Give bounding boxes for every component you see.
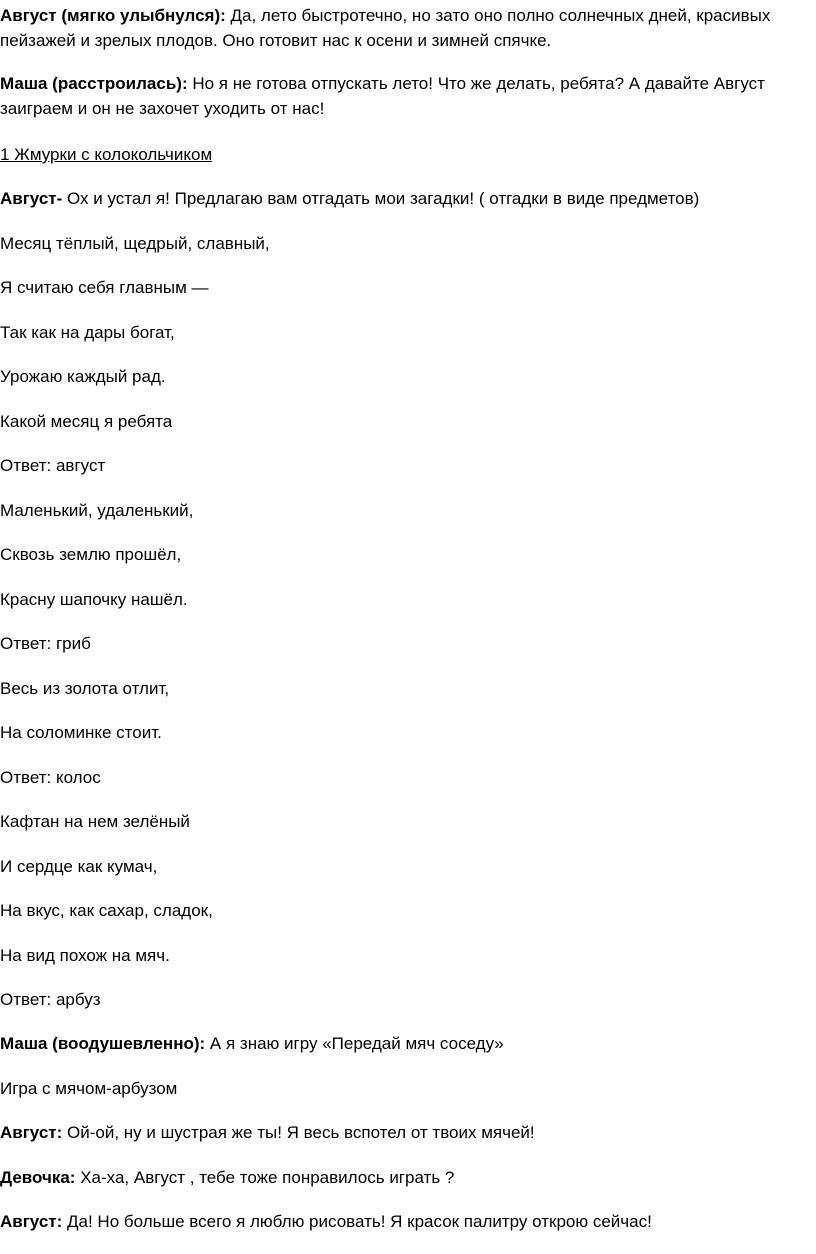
paragraph-text: заиграем и он не захочет уходить от нас!	[0, 99, 325, 118]
paragraph-text: А я знаю игру «Передай мяч соседу»	[205, 1034, 504, 1053]
paragraph-masha-2	[0, 1034, 504, 1054]
riddle-line: Какой месяц я ребята	[0, 412, 173, 431]
paragraph-masha-1-line-1	[0, 74, 765, 94]
speaker-label: Август:	[0, 1123, 63, 1142]
paragraph-text: пейзажей и зрелых плодов. Оно готовит нас к осени и зимней спячке.	[0, 31, 552, 50]
riddle-line: Весь из золота отлит,	[0, 679, 170, 698]
paragraph-text: Ох и устал я! Предлагаю вам отгадать мои загадки! ( отгадки в виде предметов)	[62, 189, 700, 208]
riddle-line: На соломинке стоит.	[0, 723, 162, 742]
paragraph-masha-1-line-2	[0, 99, 324, 119]
riddle-line: Красну шапочку нашёл.	[0, 590, 188, 609]
riddle-line: Маленький, удаленький,	[0, 501, 194, 520]
paragraph-text: Да, лето быстротечно, но зато оно полно солнечных дней, красивых	[225, 6, 771, 25]
riddle-line: И сердце как кумач,	[0, 857, 158, 876]
speaker-label: Август:	[0, 1212, 63, 1231]
paragraph-august-3	[0, 1123, 535, 1143]
speaker-label: Маша (воодушевленно):	[0, 1034, 206, 1053]
riddle-line: Я считаю себя главным —	[0, 278, 209, 297]
riddle-line: Сквозь землю прошёл,	[0, 545, 182, 564]
paragraph-august-1-line-1	[0, 6, 770, 26]
speaker-label: Девочка:	[0, 1168, 76, 1187]
riddle-answer: Ответ: колос	[0, 768, 101, 787]
riddle-line: Кафтан на нем зелёный	[0, 812, 190, 831]
paragraph-august-2	[0, 189, 699, 209]
riddle-line: Месяц тёплый, щедрый, славный,	[0, 234, 270, 253]
paragraph-august-4	[0, 1212, 652, 1232]
paragraph-text: Да! Но больше всего я люблю рисовать! Я красок палитру открою сейчас!	[62, 1212, 652, 1231]
riddle-line: На вид похож на мяч.	[0, 946, 170, 965]
section-heading-game-1: 1 Жмурки с колокольчиком	[0, 145, 213, 164]
riddle-line: Урожаю каждый рад.	[0, 367, 166, 386]
paragraph-text: Ой-ой, ну и шустрая же ты! Я весь вспотел от твоих мячей!	[62, 1123, 535, 1142]
riddle-answer: Ответ: арбуз	[0, 990, 101, 1009]
riddle-line: На вкус, как сахар, сладок,	[0, 901, 213, 920]
riddle-answer: Ответ: гриб	[0, 634, 91, 653]
riddle-answer: Ответ: август	[0, 456, 106, 475]
section-heading-game-2: Игра с мячом-арбузом	[0, 1079, 178, 1098]
speaker-label: Маша (расстроилась):	[0, 74, 188, 93]
paragraph-text: Но я не готова отпускать лето! Что же делать, ребята? А давайте Август	[187, 74, 765, 93]
riddle-line: Так как на дары богат,	[0, 323, 175, 342]
paragraph-girl	[0, 1168, 454, 1188]
speaker-label: Август (мягко улыбнулся):	[0, 6, 226, 25]
paragraph-text: Ха-ха, Август , тебе тоже понравилось играть ?	[75, 1168, 455, 1187]
speaker-label: Август-	[0, 189, 63, 208]
paragraph-august-1-line-2	[0, 31, 551, 51]
